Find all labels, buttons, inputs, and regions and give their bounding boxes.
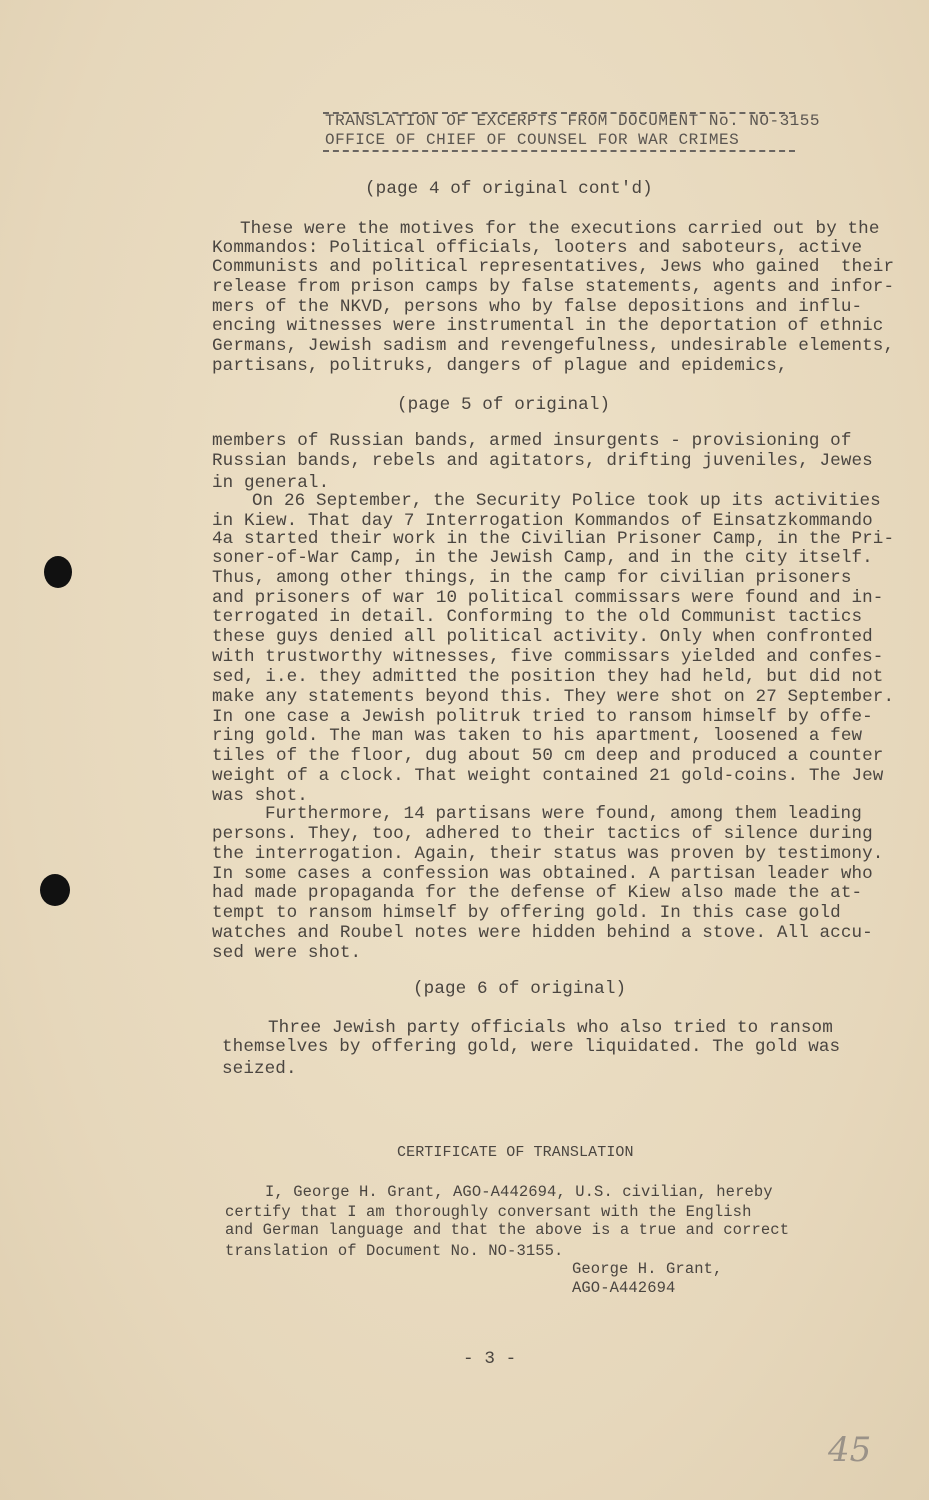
text-line: Furthermore, 14 partisans were found, among them leading: [265, 804, 862, 824]
text-line: was shot.: [212, 786, 308, 806]
text-line: themselves by offering gold, were liquidated. The gold was: [222, 1037, 841, 1057]
page-marker: (page 4 of original cont'd): [365, 179, 653, 199]
text-line: sed, i.e. they admitted the position they had held, but did not: [212, 667, 884, 687]
certificate-title: CERTIFICATE OF TRANSLATION: [397, 1144, 634, 1161]
page-marker: (page 6 of original): [413, 979, 627, 999]
text-line: tiles of the floor, dug about 50 cm deep and produced a counter: [212, 746, 884, 766]
text-line: In some cases a confession was obtained. A partisan leader who: [212, 864, 873, 884]
certificate-line: certify that I am thoroughly conversant with the English: [225, 1203, 752, 1221]
certificate-line: translation of Document No. NO-3155.: [225, 1242, 564, 1260]
text-line: mers of the NKVD, persons who by false depositions and influ-: [212, 297, 863, 317]
signature-id: AGO-A442694: [572, 1279, 676, 1297]
punch-hole-bottom: [40, 874, 70, 906]
text-line: In one case a Jewish politruk tried to ransom himself by offe-: [212, 707, 873, 727]
text-line: in Kiew. That day 7 Interrogation Kommandos of Einsatzkommando: [212, 511, 873, 531]
text-line: these guys denied all political activity. Only when confronted: [212, 627, 873, 647]
certificate-line: and German language and that the above is a true and correct: [225, 1221, 790, 1239]
header-office: OFFICE OF CHIEF OF COUNSEL FOR WAR CRIMES: [325, 131, 740, 149]
text-line: Russian bands, rebels and agitators, drifting juveniles, Jewes: [212, 451, 873, 471]
text-line: weight of a clock. That weight contained 21 gold-coins. The Jew: [212, 766, 884, 786]
text-line: Thus, among other things, in the camp for civilian prisoners: [212, 568, 852, 588]
certificate-line: I, George H. Grant, AGO-A442694, U.S. civilian, hereby: [265, 1183, 773, 1201]
text-line: encing witnesses were instrumental in the deportation of ethnic: [212, 316, 884, 336]
text-line: had made propaganda for the defense of Kiew also made the at-: [212, 883, 863, 903]
text-line: sed were shot.: [212, 943, 362, 963]
punch-hole-top: [44, 556, 72, 588]
text-line: seized.: [222, 1059, 297, 1079]
page-marker: (page 5 of original): [397, 395, 611, 415]
text-line: Three Jewish party officials who also tried to ransom: [268, 1018, 833, 1038]
text-line: Kommandos: Political officials, looters and saboteurs, active: [212, 238, 863, 258]
text-line: partisans, politruks, dangers of plague and epidemics,: [212, 356, 788, 376]
signature-name: George H. Grant,: [572, 1260, 723, 1278]
text-line: in general.: [212, 473, 330, 493]
handwritten-mark: 45: [828, 1430, 872, 1470]
text-line: with trustworthy witnesses, five commissars yielded and confes-: [212, 647, 884, 667]
text-line: tempt to ransom himself by offering gold. In this case gold: [212, 903, 841, 923]
text-line: These were the motives for the executions carried out by the: [240, 219, 880, 239]
text-line: soner-of-War Camp, in the Jewish Camp, and in the city itself.: [212, 548, 873, 568]
text-line: release from prison camps by false statements, agents and infor-: [212, 277, 895, 297]
text-line: watches and Roubel notes were hidden behind a stove. All accu-: [212, 923, 873, 943]
text-line: Communists and political representatives, Jews who gained their: [212, 257, 895, 277]
text-line: On 26 September, the Security Police took up its activities: [252, 491, 881, 511]
text-line: and prisoners of war 10 political commissars were found and in-: [212, 588, 884, 608]
text-line: members of Russian bands, armed insurgents - provisioning of: [212, 431, 852, 451]
header-title: TRANSLATION OF EXCERPTS FROM DOCUMENT No. NO-3155: [325, 112, 820, 130]
text-line: make any statements beyond this. They were shot on 27 September.: [212, 687, 895, 707]
text-line: Germans, Jewish sadism and revengefulness, undesirable elements,: [212, 336, 895, 356]
text-line: persons. They, too, adhered to their tactics of silence during: [212, 824, 873, 844]
text-line: 4a started their work in the Civilian Prisoner Camp, in the Pri-: [212, 529, 895, 549]
page-number: - 3 -: [463, 1349, 517, 1369]
text-line: the interrogation. Again, their status was proven by testimony.: [212, 844, 884, 864]
text-line: ring gold. The man was taken to his apartment, loosened a few: [212, 726, 863, 746]
text-line: terrogated in detail. Conforming to the old Communist tactics: [212, 607, 863, 627]
header-rule-bottom: [323, 150, 795, 152]
